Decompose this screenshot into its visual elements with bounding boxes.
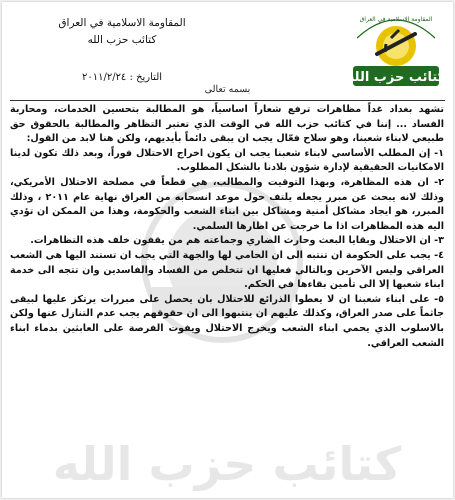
organization-header (42, 15, 202, 49)
logo-motto: المقاومة الاسلامية في العراق (359, 16, 433, 23)
statement-body (10, 103, 444, 351)
basmala: بسمه تعالى (204, 84, 251, 95)
intro-paragraph: تشهد بغداد غداً مظاهرات ترفع شعاراً اساسياً، هو المطالبة بتحسين الخدمات، ومحاربة الفساد ... إننا في كتائب حزب الله في الوقت الذي تعتبر التظاهر والمطالبة بالحقوق حق طبيعي لابناء شعبنا، وهو سلاح فعّال يجب ان يبقى دائماً بأيديهم، ولكن هنا لابد من القول: (10, 104, 444, 145)
watermark-label: كتائب حزب الله (52, 437, 402, 491)
point-3: ٣- ان الاحتلال وبقايا البعث وحارث الضاري وجماعته هم من يقفون خلف هذه التظاهرات. (30, 235, 444, 247)
header-divider (10, 100, 445, 101)
date-line: التاريخ : ٢٠١١/٢/٢٤ (81, 72, 163, 83)
point-5: ٥- على ابناء شعبنا ان لا يعطوا الذرائع للاحتلال بان يحصل على مبررات يرتكز عليها لبيقى جاثماً على صدر العراق، وكذلك عليهم ان ينتبهوا الى ان حقوقهم يجب عدم التنازل عنها ولكن بالاسلوب الذي يحمي ابناء الشعب ويخرج الاحتلال ويفوت الفرصة على العابثين بدماء ابناء الشعب العراقي. (10, 293, 444, 349)
org-subname-line: كتائب حزب الله (87, 34, 157, 46)
point-2: ٢- ان هذه المظاهرة، وبهذا التوقيت والمطالب، هي قطعاً في مصلحة الاحتلال الأمريكي، وذلك لانه يبحث عن مبرر يجعله يلتف حول موعد انسحابه من العراق نهاية عام ٢٠١١ ، وذلك المبرر، هو ايجاد مشاكل أمنية ومشاكل بين ابناء الشعب والحكومة، وهذا من الممكن ان تؤدي اليه هذه المظاهرات اذا ما خرجت عن اطارها السلمي. (10, 176, 445, 232)
date-label: التاريخ (136, 72, 163, 83)
date-value: ٢٠١١/٢/٢٤ (81, 72, 127, 83)
point-4: ٤- يجب على الحكومة ان تنتبه الى ان الحامي لها والجهة التي يجب ان تستند اليها هي الشعب العراقي وليس الآخرين وبالتالي فعليها ان تتخلص من الفساد والفاسدين وان تتجه الى خدمة ابناء شعبها إلا الى تأمين بقاءها في الحكم. (10, 249, 444, 291)
point-1: ١- إن المطلب الأساسي لابناء شعبنا يجب ان يكون اخراج الاحتلال فوراً، وبعد ذلك تكون لدينا الامكانيات الحقيقية لإدارة شؤون بلادنا بالشكل المطلوب. (10, 147, 444, 174)
kataib-hezbollah-logo (347, 8, 445, 90)
logo-text: كتائب حزب الله (347, 70, 445, 85)
watermark-text (42, 430, 412, 494)
org-name-line: المقاومة الاسلامية في العراق (58, 17, 186, 29)
statement-page (2, 2, 453, 498)
